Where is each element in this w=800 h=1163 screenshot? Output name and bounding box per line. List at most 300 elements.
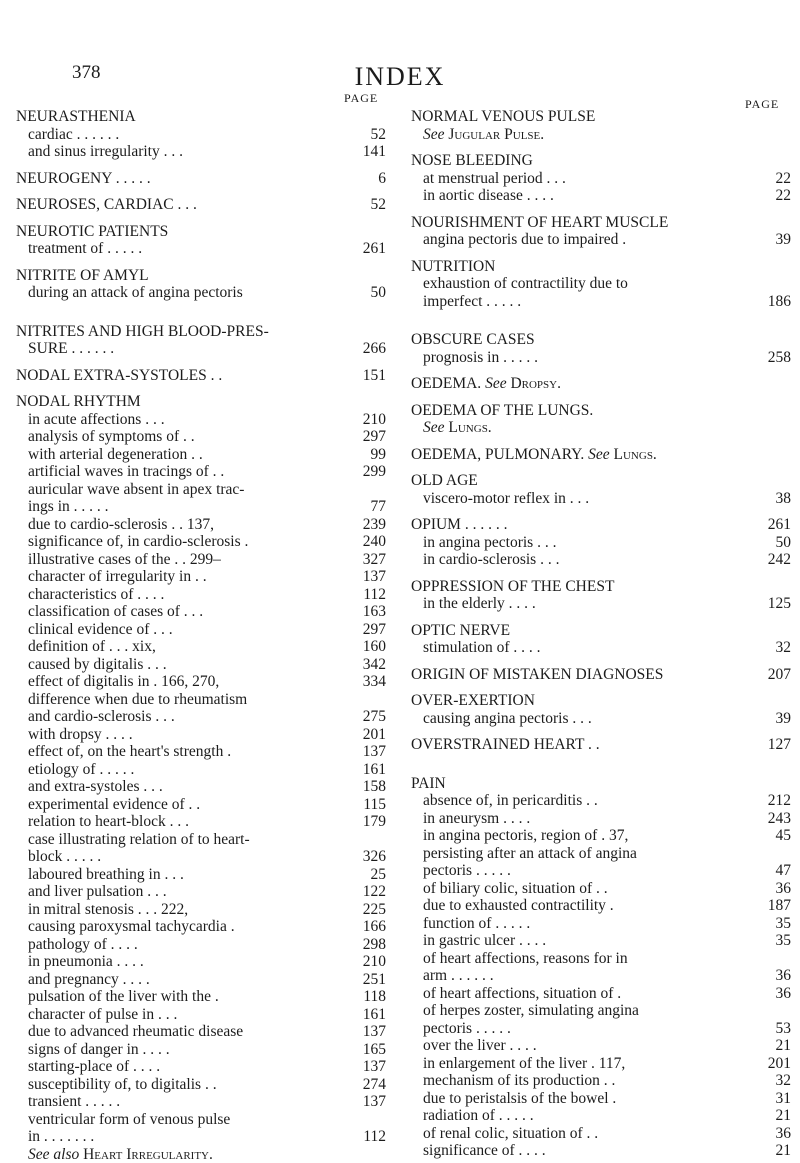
subentry-text: signs of danger in . . . . [28, 1041, 170, 1059]
index-subentry [16, 533, 386, 551]
subentry-text: caused by digitalis . . . [28, 656, 167, 674]
index-subentry [16, 1093, 386, 1111]
subentry-text: causing paroxysmal tachycardia . [28, 918, 235, 936]
page-ref: 35 [770, 932, 792, 950]
page-ref: 327 [357, 551, 386, 569]
page-ref: 47 [770, 862, 792, 880]
page-ref: 166 [357, 918, 386, 936]
heading-text: OVERSTRAINED HEART . . [411, 736, 600, 754]
index-subentry [411, 1020, 791, 1038]
subentry-text: due to cardio-sclerosis . . 137, [28, 516, 214, 534]
index-heading [16, 367, 386, 385]
cross-reference [16, 1146, 386, 1163]
page-ref: 261 [357, 240, 386, 258]
index-subentry [16, 953, 386, 971]
page-ref: 6 [372, 170, 386, 188]
subentry-text: difference when due to rheumatism [28, 691, 247, 709]
page-ref: 151 [357, 367, 386, 385]
index-heading [16, 393, 386, 411]
subentry-text: arm . . . . . . [423, 967, 494, 985]
index-subentry [411, 187, 791, 205]
page-ref: 115 [357, 796, 386, 814]
index-subentry [411, 1142, 791, 1160]
heading-text: OPPRESSION OF THE CHEST [411, 578, 614, 596]
subentry-text: radiation of . . . . . [423, 1107, 534, 1125]
page-ref: 32 [770, 639, 792, 657]
page-ref: 112 [357, 1128, 386, 1146]
page-ref: 31 [770, 1090, 792, 1108]
subentry-text: of renal colic, situation of . . [423, 1125, 598, 1143]
page-ref: 141 [357, 143, 386, 161]
see-target: Jugular Pulse. [448, 126, 544, 143]
index-subentry [411, 534, 791, 552]
page-ref: 210 [357, 411, 386, 429]
subentry-text: in angina pectoris, region of . 37, [423, 827, 628, 845]
subentry-text: transient . . . . . [28, 1093, 120, 1111]
index-subentry [16, 1041, 386, 1059]
subentry-text: ings in . . . . . [28, 498, 109, 516]
subentry-text: illustrative cases of the . . 299– [28, 551, 221, 569]
page-ref: 36 [770, 985, 792, 1003]
index-subentry [16, 498, 386, 516]
index-subentry [16, 848, 386, 866]
index-subentry [16, 813, 386, 831]
heading-text: NORMAL VENOUS PULSE [411, 108, 595, 126]
subentry-text: pectoris . . . . . [423, 1020, 511, 1038]
subentry-text: and pregnancy . . . . [28, 971, 150, 989]
index-subentry [411, 293, 791, 311]
heading-text: NITRITE OF AMYL [16, 267, 149, 285]
page-ref: 163 [357, 603, 386, 621]
index-subentry [411, 985, 791, 1003]
page-ref: 274 [357, 1076, 386, 1094]
see-label: See also [28, 1146, 83, 1163]
index-heading [411, 108, 791, 126]
subentry-text: block . . . . . [28, 848, 101, 866]
subentry-text: classification of cases of . . . [28, 603, 203, 621]
page-ref: 258 [762, 349, 791, 367]
index-subentry [411, 490, 791, 508]
heading-text: OPTIC NERVE [411, 622, 510, 640]
index-subentry [16, 1058, 386, 1076]
subentry-text: starting-place of . . . . [28, 1058, 160, 1076]
subentry-text: over the liver . . . . [423, 1037, 537, 1055]
subentry-text: SURE . . . . . . [28, 340, 114, 358]
index-subentry [16, 796, 386, 814]
index-subentry [411, 827, 791, 845]
page-column-label-right: PAGE [745, 97, 779, 112]
index-subentry [16, 1128, 386, 1146]
index-subentry [411, 1107, 791, 1125]
index-subentry [16, 603, 386, 621]
see-target: Heart Irregularity. [83, 1146, 213, 1163]
heading-text: NEUROTIC PATIENTS [16, 223, 168, 241]
subentry-text: in gastric ulcer . . . . [423, 932, 546, 950]
page-ref: 239 [357, 516, 386, 534]
subentry-text: persisting after an attack of angina [423, 845, 637, 863]
heading-text: ORIGIN OF MISTAKEN DIAGNOSES [411, 666, 663, 684]
page-ref: 21 [770, 1107, 792, 1125]
page-ref: 122 [357, 883, 386, 901]
subentry-text: and extra-systoles . . . [28, 778, 163, 796]
page-ref: 261 [762, 516, 791, 534]
index-subentry [16, 1023, 386, 1041]
index-heading-with-see [411, 375, 791, 393]
page-ref: 160 [357, 638, 386, 656]
subentry-text: in aortic disease . . . . [423, 187, 554, 205]
page-ref: 36 [770, 880, 792, 898]
index-subentry [411, 845, 791, 863]
page-ref: 137 [357, 568, 386, 586]
subentry-text: pulsation of the liver with the . [28, 988, 219, 1006]
subentry-text: with arterial degeneration . . [28, 446, 203, 464]
index-subentry [411, 1055, 791, 1073]
heading-text: OVER-EXERTION [411, 692, 535, 710]
see-target: Lungs. [614, 446, 657, 463]
page-ref: 137 [357, 1093, 386, 1111]
index-subentry [16, 866, 386, 884]
page-ref: 39 [770, 231, 792, 249]
page-ref: 35 [770, 915, 792, 933]
index-subentry [16, 673, 386, 691]
subentry-text: due to advanced rheumatic disease [28, 1023, 243, 1041]
index-subentry [16, 621, 386, 639]
see-label: See [485, 375, 510, 392]
page-ref: 45 [770, 827, 792, 845]
index-subentry [16, 988, 386, 1006]
cross-reference [411, 419, 791, 437]
page-ref: 161 [357, 761, 386, 779]
page-ref: 112 [357, 586, 386, 604]
see-target: Lungs. [448, 419, 491, 436]
page-ref: 298 [357, 936, 386, 954]
heading-text: NODAL EXTRA-SYSTOLES . . [16, 367, 222, 385]
subentry-text: effect of, on the heart's strength . [28, 743, 231, 761]
index-heading [411, 775, 791, 793]
subentry-text: function of . . . . . [423, 915, 530, 933]
page-ref: 125 [762, 595, 791, 613]
index-subentry [411, 1125, 791, 1143]
subentry-text: in enlargement of the liver . 117, [423, 1055, 625, 1073]
page-ref: 243 [762, 810, 791, 828]
subentry-text: in the elderly . . . . [423, 595, 536, 613]
index-heading [411, 692, 791, 710]
subentry-text: and liver pulsation . . . [28, 883, 167, 901]
heading-text: NEUROGENY . . . . . [16, 170, 151, 188]
page-ref: 137 [357, 743, 386, 761]
index-subentry [411, 710, 791, 728]
subentry-text: in mitral stenosis . . . 222, [28, 901, 188, 919]
subentry-text: susceptibility of, to digitalis . . [28, 1076, 217, 1094]
heading-text: NEURASTHENIA [16, 108, 136, 126]
index-subentry [411, 915, 791, 933]
index-subentry [411, 275, 791, 293]
page-ref: 161 [357, 1006, 386, 1024]
index-subentry [411, 551, 791, 569]
page-ref: 137 [357, 1023, 386, 1041]
page-ref: 99 [365, 446, 387, 464]
page-ref: 207 [762, 666, 791, 684]
subentry-text: laboured breathing in . . . [28, 866, 184, 884]
index-heading [411, 258, 791, 276]
index-subentry [411, 897, 791, 915]
index-subentry [16, 883, 386, 901]
page-ref: 158 [357, 778, 386, 796]
page-ref: 22 [770, 187, 792, 205]
index-subentry [16, 971, 386, 989]
index-subentry [411, 1002, 791, 1020]
subentry-text: and sinus irregularity . . . [28, 143, 183, 161]
page-ref: 36 [770, 967, 792, 985]
index-heading [16, 108, 386, 126]
index-subentry [411, 170, 791, 188]
index-heading [16, 223, 386, 241]
subentry-text: experimental evidence of . . [28, 796, 200, 814]
page-ref: 297 [357, 621, 386, 639]
index-subentry [411, 595, 791, 613]
subentry-text: character of pulse in . . . [28, 1006, 177, 1024]
index-subentry [411, 1037, 791, 1055]
subentry-text: in cardio-sclerosis . . . [423, 551, 559, 569]
subentry-text: prognosis in . . . . . [423, 349, 538, 367]
cross-reference [411, 126, 791, 144]
see-label: See [423, 126, 448, 143]
index-heading [16, 196, 386, 214]
index-subentry [16, 411, 386, 429]
page-column-label-left: PAGE [344, 91, 378, 106]
index-subentry [16, 340, 386, 358]
index-subentry [16, 638, 386, 656]
page-ref: 179 [357, 813, 386, 831]
heading-text: NOURISHMENT OF HEART MUSCLE [411, 214, 668, 232]
index-heading [411, 331, 791, 349]
page-ref: 326 [357, 848, 386, 866]
index-heading [411, 152, 791, 170]
page-ref: 240 [357, 533, 386, 551]
page-ref: 25 [365, 866, 387, 884]
index-subentry [16, 240, 386, 258]
index-subentry [16, 761, 386, 779]
page-ref: 50 [770, 534, 792, 552]
page-ref: 39 [770, 710, 792, 728]
subentry-text: case illustrating relation of to heart- [28, 831, 250, 849]
subentry-text: in aneurysm . . . . [423, 810, 530, 828]
index-subentry [411, 349, 791, 367]
heading-text: PAIN [411, 775, 446, 793]
subentry-text: and cardio-sclerosis . . . [28, 708, 175, 726]
page-ref: 242 [762, 551, 791, 569]
page-ref: 299 [357, 463, 386, 481]
page-ref: 21 [770, 1037, 792, 1055]
index-subentry [16, 778, 386, 796]
index-subentry [16, 936, 386, 954]
index-subentry [411, 932, 791, 950]
subentry-text: relation to heart-block . . . [28, 813, 189, 831]
index-subentry [16, 516, 386, 534]
index-subentry [16, 691, 386, 709]
page-ref: 32 [770, 1072, 792, 1090]
index-subentry [16, 126, 386, 144]
page-ref: 52 [365, 126, 387, 144]
subentry-text: significance of, in cardio-sclerosis . [28, 533, 248, 551]
index-subentry [16, 1006, 386, 1024]
page-number: 378 [72, 62, 101, 84]
subentry-text: due to peristalsis of the bowel . [423, 1090, 616, 1108]
index-subentry [411, 950, 791, 968]
heading-text: OEDEMA OF THE LUNGS. [411, 402, 593, 420]
see-label: See [423, 419, 448, 436]
index-subentry [16, 831, 386, 849]
subentry-text: in . . . . . . . [28, 1128, 94, 1146]
index-subentry [411, 862, 791, 880]
subentry-text: causing angina pectoris . . . [423, 710, 592, 728]
index-subentry [16, 463, 386, 481]
page-ref: 201 [762, 1055, 791, 1073]
index-subentry [16, 726, 386, 744]
page-ref: 50 [365, 284, 387, 302]
index-heading [16, 323, 386, 341]
subentry-text: at menstrual period . . . [423, 170, 566, 188]
index-subentry [16, 568, 386, 586]
subentry-text: significance of . . . . [423, 1142, 546, 1160]
subentry-text: definition of . . . xix, [28, 638, 156, 656]
subentry-text: pectoris . . . . . [423, 862, 511, 880]
subentry-text: angina pectoris due to impaired . [423, 231, 626, 249]
index-subentry [411, 810, 791, 828]
index-subentry [16, 1111, 386, 1129]
index-subentry [16, 143, 386, 161]
index-subentry [411, 231, 791, 249]
index-subentry [16, 284, 386, 302]
index-subentry [16, 901, 386, 919]
page-ref: 275 [357, 708, 386, 726]
index-heading [411, 736, 791, 754]
see-label: See [588, 446, 613, 463]
subentry-text: character of irregularity in . . [28, 568, 207, 586]
subentry-text: due to exhausted contractility . [423, 897, 614, 915]
page-ref: 21 [770, 1142, 792, 1160]
heading-text: OLD AGE [411, 472, 478, 490]
index-subentry [16, 551, 386, 569]
page-ref: 297 [357, 428, 386, 446]
heading-text: NEUROSES, CARDIAC . . . [16, 196, 197, 214]
subentry-text: absence of, in pericarditis . . [423, 792, 598, 810]
index-subentry [16, 656, 386, 674]
page-ref: 137 [357, 1058, 386, 1076]
index-heading [411, 402, 791, 420]
subentry-text: in angina pectoris . . . [423, 534, 556, 552]
heading-text: NODAL RHYTHM [16, 393, 141, 411]
see-target: Dropsy. [510, 375, 561, 392]
subentry-text: clinical evidence of . . . [28, 621, 173, 639]
subentry-text: pathology of . . . . [28, 936, 138, 954]
index-heading [411, 214, 791, 232]
index-heading [411, 622, 791, 640]
index-subentry [411, 1090, 791, 1108]
subentry-text: etiology of . . . . . [28, 761, 134, 779]
subentry-text: of heart affections, situation of . [423, 985, 621, 1003]
subentry-text: of heart affections, reasons for in [423, 950, 628, 968]
index-subentry [16, 481, 386, 499]
subentry-text: treatment of . . . . . [28, 240, 142, 258]
page-ref: 212 [762, 792, 791, 810]
heading-text: OBSCURE CASES [411, 331, 535, 349]
heading-text: OEDEMA, PULMONARY. [411, 446, 588, 463]
index-heading [411, 516, 791, 534]
index-heading [411, 578, 791, 596]
heading-text: OEDEMA. [411, 375, 485, 392]
subentry-text: viscero-motor reflex in . . . [423, 490, 589, 508]
index-heading [411, 666, 791, 684]
subentry-text: during an attack of angina pectoris [28, 284, 243, 302]
page-ref: 118 [357, 988, 386, 1006]
page-ref: 36 [770, 1125, 792, 1143]
subentry-text: in acute affections . . . [28, 411, 165, 429]
left-index-column [16, 108, 386, 1163]
heading-text: NOSE BLEEDING [411, 152, 533, 170]
page-ref: 53 [770, 1020, 792, 1038]
index-subentry [411, 639, 791, 657]
page-ref: 22 [770, 170, 792, 188]
page-ref: 266 [357, 340, 386, 358]
subentry-text: exhaustion of contractility due to [423, 275, 628, 293]
subentry-text: imperfect . . . . . [423, 293, 521, 311]
subentry-text: artificial waves in tracings of . . [28, 463, 224, 481]
heading-text: NITRITES AND HIGH BLOOD-PRES- [16, 323, 269, 341]
index-subentry [411, 967, 791, 985]
index-heading [16, 170, 386, 188]
page-ref: 210 [357, 953, 386, 971]
subentry-text: auricular wave absent in apex trac- [28, 481, 244, 499]
index-subentry [411, 1072, 791, 1090]
page-ref: 77 [365, 498, 387, 516]
subentry-text: effect of digitalis in . 166, 270, [28, 673, 219, 691]
subentry-text: with dropsy . . . . [28, 726, 133, 744]
page-ref: 52 [365, 196, 387, 214]
index-subentry [16, 446, 386, 464]
page-ref: 186 [762, 293, 791, 311]
index-subentry [16, 1076, 386, 1094]
running-title: INDEX [0, 62, 800, 92]
subentry-text: analysis of symptoms of . . [28, 428, 195, 446]
page-ref: 127 [762, 736, 791, 754]
subentry-text: cardiac . . . . . . [28, 126, 119, 144]
index-heading [16, 267, 386, 285]
page-ref: 38 [770, 490, 792, 508]
page-ref: 342 [357, 656, 386, 674]
page-ref: 165 [357, 1041, 386, 1059]
index-heading [411, 472, 791, 490]
subentry-text: mechanism of its production . . [423, 1072, 615, 1090]
subentry-text: ventricular form of venous pulse [28, 1111, 230, 1129]
index-subentry [411, 880, 791, 898]
page-ref: 187 [762, 897, 791, 915]
subentry-text: of biliary colic, situation of . . [423, 880, 608, 898]
subentry-text: in pneumonia . . . . [28, 953, 144, 971]
subentry-text: of herpes zoster, simulating angina [423, 1002, 639, 1020]
index-subentry [16, 428, 386, 446]
right-index-column [411, 108, 791, 1160]
index-subentry [411, 792, 791, 810]
index-subentry [16, 918, 386, 936]
index-heading-with-see [411, 446, 791, 464]
subentry-text: characteristics of . . . . [28, 586, 164, 604]
index-subentry [16, 708, 386, 726]
index-subentry [16, 743, 386, 761]
page-ref: 334 [357, 673, 386, 691]
heading-text: OPIUM . . . . . . [411, 516, 507, 534]
index-subentry [16, 586, 386, 604]
